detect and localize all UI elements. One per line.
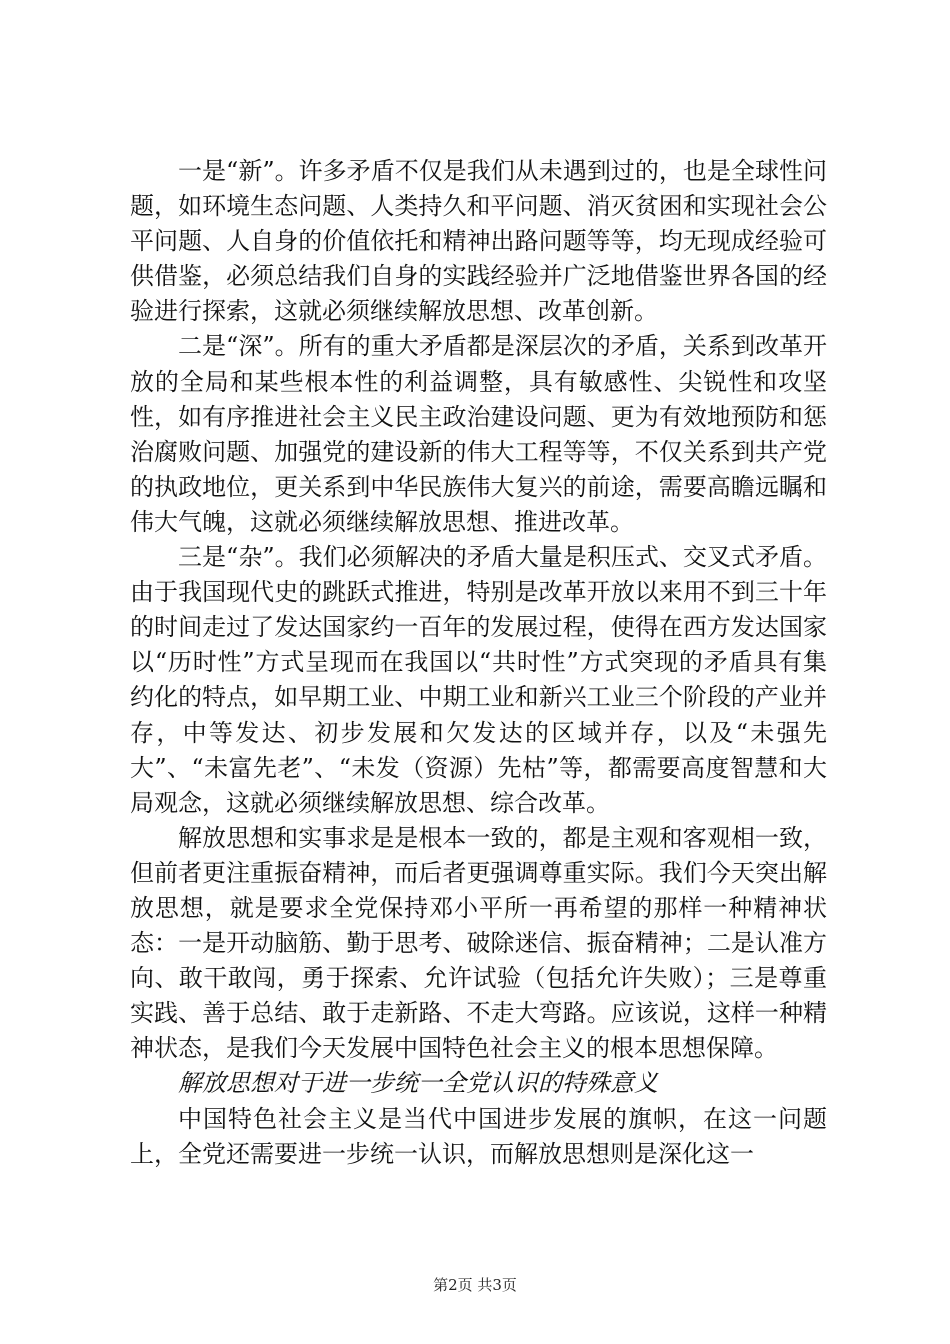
paragraph-complex: 三是“杂”。我们必须解决的矛盾大量是积压式、交叉式矛盾。由于我国现代史的跳跃式推进，特别是改革开放以来用不到三十年的时间走过了发达国家约一百年的发展过程，使得在西方发达国家以“历时性”方式呈现而在我国以“共时性”方式突现的矛盾具有集约化的特点，如早期工业、中期工业和新兴工业三个阶段的产业并存，中等发达、初步发展和欠发达的区域并存，以及“未强先大”、“未富先老”、“未发（资源）先枯”等，都需要高度智慧和大局观念，这就必须继续解放思想、综合改革。 [130,543,827,817]
document-body [130,154,827,1172]
paragraph-deep: 二是“深”。所有的重大矛盾都是深层次的矛盾，关系到改革开放的全局和某些根本性的利益调整，具有敏感性、尖锐性和攻坚性，如有序推进社会主义民主政治建设问题、更为有效地预防和惩治腐败问题、加强党的建设新的伟大工程等等，不仅关系到共产党的执政地位，更关系到中华民族伟大复兴的前途，需要高瞻远瞩和伟大气魄，这就必须继续解放思想、推进改革。 [130,332,827,536]
paragraph-closing: 中国特色社会主义是当代中国进步发展的旗帜，在这一问题上，全党还需要进一步统一认识，而解放思想则是深化这一 [130,1104,827,1168]
page-footer: 第2页 共3页 [433,1276,517,1294]
paragraph-emancipation: 解放思想和实事求是是根本一致的，都是主观和客观相一致，但前者更注重振奋精神，而后者更强调尊重实际。我们今天突出解放思想，就是要求全党保持邓小平所一再希望的那样一种精神状态：一是开动脑筋、勤于思考、破除迷信、振奋精神；二是认准方向、敢干敢闯，勇于探索、允许试验（包括允许失败）；三是尊重实践、善于总结、敢于走新路、不走大弯路。应该说，这样一种精神状态，是我们今天发展中国特色社会主义的根本思想保障。 [130,823,827,1063]
section-heading: 解放思想对于进一步统一全党认识的特殊意义 [178,1069,658,1098]
paragraph-new: 一是“新”。许多矛盾不仅是我们从未遇到过的，也是全球性问题，如环境生态问题、人类持久和平问题、消灭贫困和实现社会公平问题、人自身的价值依托和精神出路问题等等，均无现成经验可供借鉴，必须总结我们自身的实践经验并广泛地借鉴世界各国的经验进行探索，这就必须继续解放思想、改革创新。 [130,157,827,326]
